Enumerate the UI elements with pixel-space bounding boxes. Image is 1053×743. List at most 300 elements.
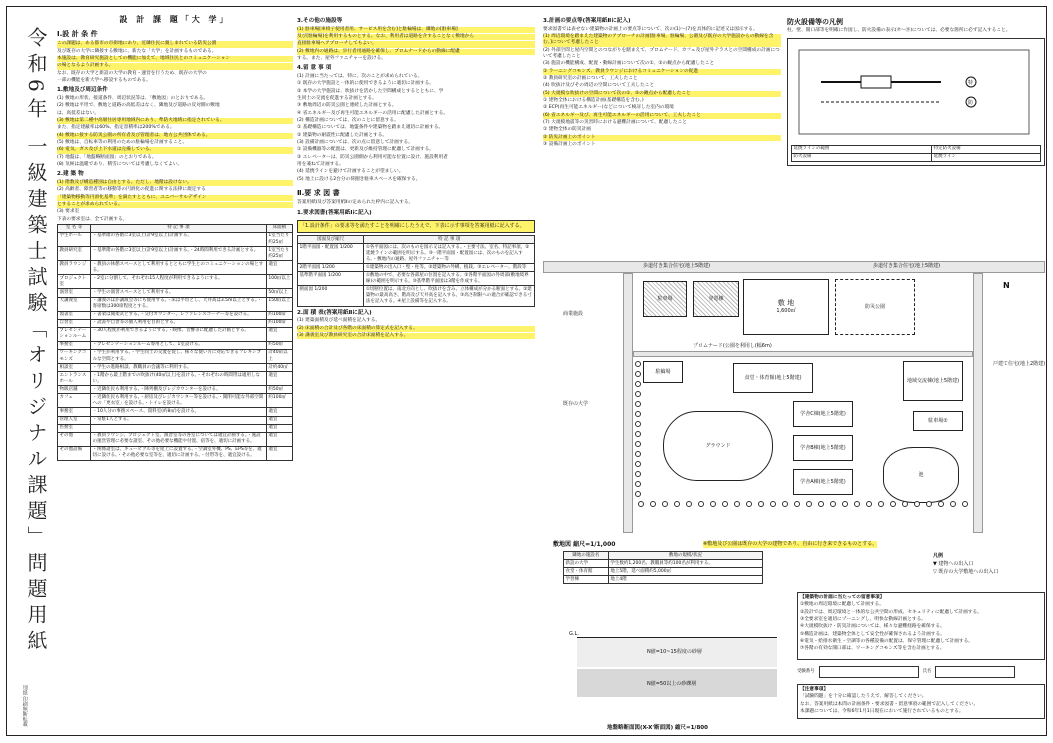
table-row [58,275,293,289]
site-conditions [57,96,293,168]
intro-line: なお、既存の大学と新設の大学の教育・運営を行うため、既存の大学の [57,70,207,76]
table-row [58,424,293,432]
promenade [633,351,973,357]
room-name-cell: 事務室 [58,408,91,416]
answer-note-line: ⑥電気・給排水衛生・空調等の各種設備の配置は、保守管理に配慮して計画する。 [800,639,973,645]
site-note: ※敷地及び公園は既存の大学の建物であり、自由に行き来できるものとする。 [703,541,878,547]
section-design-conditions: Ⅰ.設 計 条 件 [57,29,98,38]
assignment-title: 設 計 課 題「大 学」 [119,15,231,24]
room-name-cell: 学生ホール [58,232,91,246]
table-header: 隣地の施設名 [564,552,609,560]
plan-points-list [543,34,781,149]
note-line: (1) 計画に当たっては、特に、次のことが求められている。 [297,73,423,79]
tree-icon [878,501,884,507]
note-line: ② エレベーターは、防災公園側から利用可能な位置に設け、施設利用者 [297,154,448,160]
room-name-cell: その他設備 [58,446,91,460]
drawing-name-cell: 2階平面図 1/200 [298,264,364,272]
legend-icon-fire: 防 [968,99,974,106]
condition-line: 下表の要求室は、全て計画する。 [57,216,128,222]
room-area-cell: 適宜 [266,372,292,386]
community-label: 地域交流棟(地上5階建) [906,377,960,384]
answer-notes [800,602,1042,652]
room-notes-cell: ・常駐1人とする。 [91,416,267,424]
tree-icon [674,501,680,507]
room-notes-cell [91,424,267,432]
table-row [58,394,293,408]
power-plant-label: 発電棟 [708,295,724,302]
plan-point-line: (6) 省エネルギー及び、再生可能エネルギーの活用について、工夫したこと [543,113,781,119]
ground-track [663,411,773,481]
condition-line: (8) 気候は温暖であり、積雪については考慮しなくてよい。 [57,161,183,167]
plan-point-line: ② 防災計画上のポイント [543,135,781,141]
parking-label: 駐車場 [657,295,673,302]
intro-line: の場となるよう計画する。 [57,63,293,69]
area-line: (1) 建築面積及び延べ面積を記入する。 [297,318,381,324]
neighbor-table [563,551,763,584]
room-area-cell: 適宜 [266,424,292,432]
note-line: ① 基礎構造については、地盤条件や建築物を踏まえ適切に計画する。 [297,125,444,131]
tree-icon [635,491,641,497]
room-name-cell: 物販店舗 [58,386,91,394]
fire-legend-diagram [791,42,1041,142]
room-notes-cell: ・教員ラウンジ、プロジェクト室、演習室等の各室については適宜計画する。・施設の運営管理に必要な諸室、その他必要な機能や付置、宿等を、適切に計画する。 [91,432,267,446]
note-line: ① 設備機器等の配置は、更新及び維持管理に配慮して計画する。 [297,147,434,153]
disaster-park [835,279,915,335]
section-caption: 地盤略断面図(X-X'断面図) 縮尺=1/800 [607,725,708,731]
table-row [58,247,293,261]
table-row [298,286,535,306]
heading-site-conditions: 1.敷地及び周辺条件 [57,87,108,94]
tree-icon [635,411,641,417]
plan-point-line: ① 建物全体における構造計画(基礎構造を含む。) [543,97,644,103]
facility-line: 直接駐車場へアプローチしてもよい。 [297,41,535,47]
legend-icon-special: 特 [968,79,974,86]
facility-line: 及び[駐輪場]を利用するものとする。なお、利用者は道路を介することなく敷地から [297,34,535,40]
caution-box [797,684,1045,719]
facility-line: する。また、屋外ファニチャーを設ける。 [297,55,386,61]
condition-line: とすることが求められている。 [57,202,293,208]
room-notes-cell: ・教員の休憩スペースとして利用するとともに学生とのコミュニケーションの場とする。 [91,261,267,275]
room-name-cell: 事務室 [58,341,91,349]
tree-icon [635,441,641,447]
gym-building [733,363,813,393]
school-a-label: 学舎A棟(地上5階建) [800,478,846,485]
tree-icon [635,361,641,367]
room-area-cell: 約50㎡ [266,341,292,349]
tree-icon [635,421,641,427]
vertical-footer: 別紙 印刷無断転載 [21,685,28,727]
neighbor-name-cell: 食堂・体育館 [564,568,609,576]
plan-point-line: ① ラーニングコモンズ、教員ラウンジにおけるコミュニケーションの促進 [543,69,781,75]
room-area-cell: 150㎡以上 [266,297,292,311]
tree-icon [758,501,764,507]
road-west [623,273,633,533]
plan-point-line: (4) 吹抜け及びその周辺の空間について工夫したこと [543,83,655,89]
plan-points-column [543,15,781,149]
table-row [564,560,763,568]
caution-line: 「試験問題」を十分に確認したうえで、解答してください。 [800,694,927,700]
gravel-layer-label: N値=50以上の砂礫層 [647,681,697,687]
room-name-cell: 大講義室 [58,297,91,311]
required-intro: 答案用紙Ⅰ及び答案用紙Ⅱの定められた枠内に記入する。 [297,200,414,206]
heading-required-2: 2.面 積 表(答案用紙Ⅱに記入) [297,309,372,316]
room-name-cell: ワーキングコモンズ [58,349,91,363]
condition-line: (3) 要求室 [57,209,80,215]
room-name-cell: プロジェクト室 [58,275,91,289]
room-notes-cell: ・近隣住民も利用する。・陳列棚及びレジカウンターを設ける。 [91,386,267,394]
table-row [564,568,763,576]
room-area-cell: 適宜 [266,416,292,424]
condition-line: また、指定建蔽率は60%、指定容積率は200%である。 [57,125,175,131]
plan-point-line: ② 教員研究室の計画について、工夫したこと [543,75,638,81]
plan-intro: 要求図書では表せない建築物の計画上の要点等について、次の(1)〜(7)を具体的に記述又は図示する。 [543,26,758,32]
neighbor-table-body [564,560,763,584]
room-area-cell: 適宜 [266,327,292,341]
existing-univ-label: 既存の大学 [563,401,589,407]
tree-icon [782,501,788,507]
school-c-label: 学舎C棟(地上5階建) [800,410,846,417]
exam-sheet [6,6,1047,736]
tree-icon [746,501,752,507]
room-name-cell: その他 [58,432,91,446]
neighbor-name-cell: 新設の大学 [564,560,609,568]
room-notes-cell: ・基準階の各階に3室以上(計9室以上)計画する。・24時間利用できる計画とする。 [91,247,267,261]
table-row [58,386,293,394]
pond [883,447,959,503]
plan-point-line: ① 建物全体の防災計画 [543,127,591,133]
fire-legend-box [787,38,1045,166]
note-line: ④ 省エネルギー及び再生可能エネルギーの活用に配慮した計画とする。 [297,110,449,116]
room-notes-cell: ・学生の演習スペースとして利用する。 [91,289,267,297]
road-label: 歩道付き集合住宅(地上5階建) [643,263,711,269]
fire-legend-title: 防火設備等の凡例 [787,18,843,26]
legend-cell: 延焼ライン [932,153,1041,161]
room-notes-cell: ・関係諸室は、キュービクル等を屋上に設置する。・空調室外機、PS、EPS等を、適切に設ける。・その他必要な室等を、適切に計画する。・付帯等を、適宜設ける。 [91,446,267,460]
room-area-cell: 50㎡以上 [266,289,292,297]
ground-label: グラウンド [705,442,731,449]
room-area-cell: 1室当たり約25㎡ [266,247,292,261]
tree-icon [830,501,836,507]
tree-icon [635,381,641,387]
table-header: 床面積 [266,224,292,232]
caution-line: 本課題については、令和6年1月1日現在において施行されているものとする。 [800,709,964,715]
table-row [58,311,293,319]
room-area-cell: 適宜 [266,432,292,446]
tree-icon [914,501,920,507]
school-c [793,401,853,427]
fire-legend-column [787,15,1045,166]
table-row [564,576,763,584]
vertical-title: 令和6年 一級建築士試験「オリジナル課題」問題用紙 [24,27,48,657]
note-line: (3) 設備計画については、次の点に留意して計画する。 [297,139,413,145]
note-line: ② 本学の大学施設は、吹抜けを活かした空間構成とするとともに、学 [297,88,444,94]
sand-layer-label: N値=10~15程度の砂層 [647,649,702,655]
note-line: (4) 延焼ラインを避けて計画することが望ましい。 [297,169,404,175]
room-name-cell: 管理人室 [58,416,91,424]
table-row [298,272,535,286]
room-notes-cell: ・学生の進路相談、教職員の会議等に利用する。 [91,364,267,372]
table-row [58,319,293,327]
room-area-cell: 適宜 [266,446,292,460]
table-row [58,349,293,363]
note-line: (5) 地上に設ける2台分の荷捌き駐車スペースを確保する。 [297,176,421,182]
tree-icon [962,501,968,507]
parking-2 [913,411,963,431]
site-caption: 敷地図 縮尺=1/1,000 [553,541,616,548]
table-row [58,341,293,349]
school-a [793,469,853,495]
conditions-column [57,15,293,461]
tree-icon [635,461,641,467]
condition-line: (7) 地盤は、「地盤略断面図」のとおりである。 [57,154,157,160]
required-box: 「1.設計条件」の要求等を満たすことを明確にしたうえで、下表に示す事項を答案用紙に記入する。 [297,220,535,233]
tree-icon [722,501,728,507]
condition-line: 「建築物移動等円滑化基準」を満たすとともに、ユニバーサルデザイン [57,195,293,201]
table-header: 特 記 事 項 [364,236,535,244]
room-area-cell: 100㎡以上 [266,275,292,289]
tree-icon [686,501,692,507]
tree-icon [842,501,848,507]
tree-icon [866,501,872,507]
table-row [58,364,293,372]
site-legend-item: ▼ 建物への出入口 [933,561,974,567]
shopping-label: 商業施設 [563,311,584,317]
houses-label: 戸建て住宅(地上2階建) [993,361,1046,367]
site-map [543,251,1046,582]
legend-table [791,145,1041,162]
tree-icon [635,451,641,457]
room-notes-cell: ・読書や自習等の個人利用を目的とする。 [91,319,267,327]
table-row [58,372,293,386]
condition-line: (6) 電気、ガス及び上下水道は完備している。 [57,147,293,153]
room-area-cell: 1室当たり約25㎡ [266,232,292,246]
note-line: 生同士の交流を促進する計画とする。 [297,95,377,101]
tree-icon [698,501,704,507]
note-line: ③ 敷地周辺の防災公園と連続した計画とする。 [297,103,397,109]
intro-line: この課題は、ある都市の市街地にあり、近隣住民に親しまれている防災公園 [57,41,293,47]
drawing-notes-cell: ①敷地の中で、必要な各部屋の位置を記入する。②各階平面図の外周部(敷地境界線)の範囲を明示する。③基準階平面図は3階を作成する。 [364,272,535,286]
room-name-cell: 自習室 [58,319,91,327]
room-name-cell: エントランスホール [58,372,91,386]
school-b [793,435,853,461]
intro-text [57,41,293,84]
school-b-label: 学舎B棟(地上5階建) [800,444,846,451]
site-legend-item: ▽ 既存の大学敷地への出入口 [933,569,999,575]
tree-icon [950,501,956,507]
tree-icon [794,501,800,507]
table-row [58,408,293,416]
drawing-name-cell: 断面図 1/200 [298,286,364,306]
bike-label: 駐輪場 [655,368,671,375]
answer-note-line: ②設計では、周辺環境と一体的な公共空間の形成、セキュリティに配慮して計画する。 [800,609,982,615]
tree-icon [635,371,641,377]
room-name-cell: 図書室 [58,311,91,319]
intro-line: 一部の機能を新大学へ移設するものである。 [57,77,151,83]
room-notes-cell: ・プレゼンテーションルーム専用として、1室設ける。 [91,341,267,349]
facility-line: (2) 敷地内の通路は、歩行者用通路を確保し、プロムナードからの動線に配慮 [297,49,535,55]
gym-label: 食堂・体育館(地上5階建) [744,374,802,381]
tree-icon [818,501,824,507]
tree-icon [638,501,644,507]
area-line: (2) 床面積の合計及び各階の床面積の算定式を記入する。 [297,326,535,332]
room-area-cell: 適宜 [266,261,292,275]
room-name-cell: カフェ [58,394,91,408]
neighbor-detail-cell: 地上5階、延べ面積約5,000㎡ [608,568,762,576]
heading-other-facilities: 3.その他の施設等 [297,18,343,24]
room-notes-cell: ・30人程度が利用できるようにする。・映像、音響等に配慮した計画とする。 [91,327,267,341]
requirements-column [297,15,535,340]
north-arrow: N [1003,281,1010,290]
caution-title: 【注意事項】 [800,687,829,692]
room-name-cell: プレゼンテーションルーム [58,327,91,341]
room-name-cell: 教員ラウンジ [58,261,91,275]
plan-point-line: (7) 大規模地震等の災害時における避難計画について、配慮したこと [543,120,687,126]
table-row [58,416,293,424]
table-row [298,264,535,272]
bike-parking [643,361,683,383]
table-header: 敷地の規模/状況 [608,552,762,560]
lot-area: 1,600㎡ [776,308,796,315]
plan-point-line: (5) 大規模な吹抜けの空間について次の①、②の観点から配慮したこと [543,91,781,97]
drawing-notes-cell: ①建築物の出入口・壁・柱等。②建築物の外構、植栽。③エレベーター、階段等 [364,264,535,272]
note-line: ① 既存の大学施設と一体的に使用できるように適切に計画する。 [297,81,434,87]
drawings-table [297,235,535,307]
room-notes-cell: ・学生が利用する。・学生同士の交流を促し、様々な使い方に対応できるフレキシブルな空間とする。 [91,349,267,363]
fire-legend-intro: 柱、壁、開口部等を明確に作図し、防火設備の表示(⑦〜⑲)については、必要な箇所に必ず記入すること。 [787,28,1011,34]
plan-point-line: ② ECP(再生可能エネルギー)などについて検討した室内の環境 [543,105,674,111]
tree-icon [890,501,896,507]
answer-area [797,589,1045,739]
answer-note-line: ④大規模吹抜け・防災計画については、様々な避難経路を確保する。 [800,624,945,630]
name-label: 氏名 [922,669,932,675]
note-line: (2) 構造計画については、次のことに留意する。 [297,117,399,123]
condition-line: (1) 階数及び構造種別は自由とする。ただし、地階は設けない。 [57,180,293,186]
note-line: 用を兼ねて計画する。 [297,161,344,167]
room-area-cell: 適宜 [266,408,292,416]
caution-line: なお、答案用紙は本問の計画条件・要求図書・留意事項の範囲で記入してください。 [800,701,979,707]
room-notes-cell: ・基準階の各階に3室以上(計9室以上)計画する。 [91,232,267,246]
tree-icon [902,501,908,507]
table-row [58,289,293,297]
table-row [58,327,293,341]
tree-icon [770,501,776,507]
drawings-table-body [298,244,535,307]
room-area-cell: 約100㎡ [266,319,292,327]
gl-label: G.L. [569,631,579,637]
intro-line: 及び既存の大学に隣接する敷地に、新たな「大学」を計画するものである。 [57,48,217,54]
room-requirements-table [57,224,293,461]
road-north [543,261,1045,273]
community-building [903,361,963,401]
neighbor-detail-cell: 学生数約1,200名、教職員等約100名が利用する。 [608,560,762,568]
tree-icon [926,501,932,507]
tree-icon [635,431,641,437]
room-notes-cell: ・2室に分割して、それぞれ15人程度が利用できるようにする。 [91,275,267,289]
drawing-notes-cell: ①各平面図には、次のものを図示又は記入する。・主要寸法、室名、特記事項。②延焼ラインの範囲を明示する。③一階平面図・配置図には、次のものを記入する。・敷地内の通路、屋外ファニチャー等 [364,244,535,264]
note-line: ② 建築物の耐震性に配慮した計画とする。 [297,132,388,138]
drawing-notes-cell: ①切断位置は、南北方向とし、吹抜けを含み、立体構成が分かる断面とする。②建築物の最高高さ、階高及び天井高を記入する。③高さ制限への適合が確認できる寸法を記入する。④屋上設備等を記入する。 [364,286,535,306]
lot-label: 敷 地 [777,298,795,307]
table-header: 特 記 事 項 [91,224,267,232]
table-row [58,446,293,460]
room-notes-cell: ・講義のほか講演会等にも使用する。・床は平坦とし、天井高は3.5m以上とする。・客席数は300席程度とする。 [91,297,267,311]
legend-cell: 特定防火設備 [932,145,1041,153]
exam-number-label: 受験番号 [797,669,815,675]
room-notes-cell: ・書架は開架式とする。・交付カウンター、レファレンスコーナー等を設ける。 [91,311,267,319]
tree-icon [635,481,641,487]
building-conditions [57,180,293,223]
exam-id-row [797,666,1045,678]
heading-notes: 4.留 意 事 項 [297,65,332,72]
section-required-drawings: Ⅱ.要 求 図 書 [297,188,340,197]
answer-note-line: ⑤構造計画は、建築物全体として安全性が確保されるよう計画する。 [800,631,945,637]
plan-point-line: (3) 施設の機能構成、配置・動線計画について次の①、②の観点から配慮したこと [543,61,715,67]
site-legend-title: 凡例 [933,553,944,559]
table-header: 室 名 等 [58,224,91,232]
notes-list [297,74,535,183]
soil-section [567,597,787,743]
table-row [58,297,293,311]
condition-line: (1) 敷地の形状、接道条件、周辺状況等は、「敷地図」のとおりである。 [57,95,209,101]
room-area-cell: 計約40㎡ [266,364,292,372]
neighbor-detail-cell: 地上4階 [608,576,762,584]
room-table-body [58,232,293,460]
condition-line: (2) 高齢者、障害者等の移動等の円滑化の促進に関する法律に規定する [57,187,206,193]
tree-icon [806,501,812,507]
room-name-cell: 演習室 [58,289,91,297]
room-area-cell: 計40㎡以上 [266,349,292,363]
tree-icon [635,391,641,397]
room-area-cell: 約100㎡ [266,311,292,319]
plan-point-line: (2) 外部空間と屋内空間とのつながりを踏まえて、プロムナード、カフェ及び屋外テラスとの空間構成の計画について考慮したこと [543,47,780,59]
pond-label: 池 [918,471,924,478]
tree-icon [662,501,668,507]
intro-line: 本施設は、教育研究施設としての機能に加えて、地域住民とのコミュニケーション [57,56,293,62]
road-east [973,273,983,533]
notes-header: 【建築物の計画に当たっての留意事項】 [800,595,885,600]
room-name-cell: 相談室 [58,364,91,372]
answer-note-line: ①敷地の周辺環境に配慮して計画する。 [800,602,884,608]
drawing-name-cell: 基準階平面図 1/200 [298,272,364,286]
room-name-cell: 医務室 [58,424,91,432]
tree-icon [734,501,740,507]
name-field[interactable] [935,666,1015,678]
legend-cell: 延焼ラインの範囲 [792,145,932,153]
facility-line: (1) 駐車場[車椅子使用者用、サービス用を含む]と駐輪場は、隣地の[駐車場] [297,27,535,33]
condition-line: (5) 敷地は、自転車等の利用のための駐輪場を計画すること。 [57,139,188,145]
plan-point-line: ③ 設備計画上のポイント [543,142,596,148]
table-row [298,244,535,264]
site-lot [743,279,829,335]
room-area-cell: 約50㎡ [266,386,292,394]
drawing-name-cell: 1階平面図・配置図 1/200 [298,244,364,264]
neighbor-name-cell: 学習棟 [564,576,609,584]
notes-box [797,592,1045,660]
tree-icon [854,501,860,507]
condition-line: は、高低差はない。 [57,110,100,116]
parking-lot [643,281,687,317]
park-label: 防災公園 [864,303,885,310]
tree-icon [635,471,641,477]
tree-icon [650,501,656,507]
tree-icon [938,501,944,507]
room-name-cell: 教員研究室 [58,247,91,261]
table-row [58,432,293,446]
exam-number-field[interactable] [819,666,919,678]
area-line: (3) 講義室及び教員研究室の合計床面積を記入する。 [297,333,535,339]
heading-plan-points: 3.計画の要点等(答案用紙Ⅱに記入) [543,18,631,24]
table-header: 図面及び縮尺 [298,236,364,244]
